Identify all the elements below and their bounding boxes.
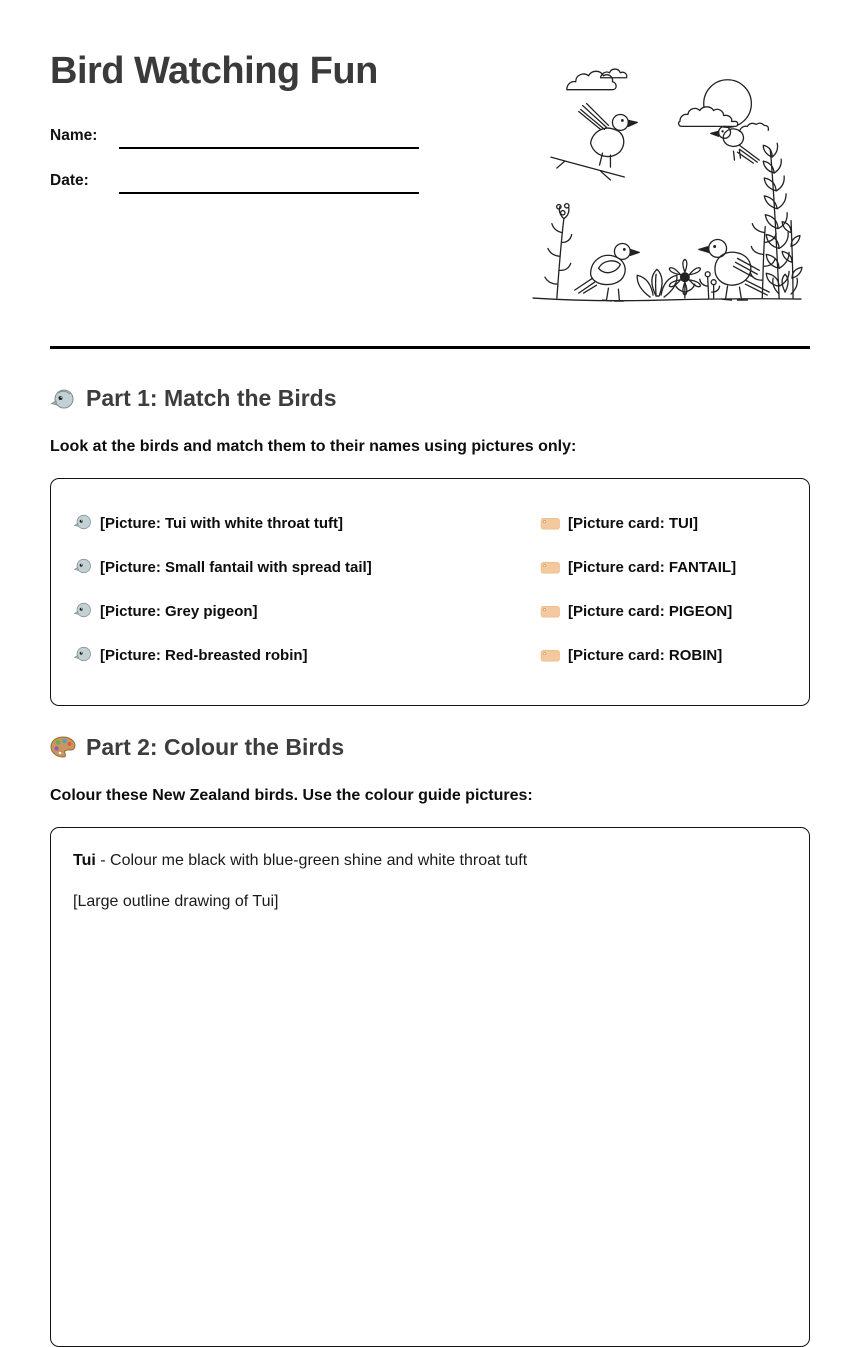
match-box	[50, 478, 810, 706]
bird-icon	[73, 601, 93, 628]
name-field-row	[50, 127, 480, 149]
page-title: Bird Watching Fun	[50, 50, 378, 92]
bird-icon	[50, 387, 76, 411]
date-line	[119, 172, 419, 194]
match-item	[73, 511, 378, 540]
card-item	[540, 599, 787, 628]
bird-icon	[73, 513, 93, 540]
card-item-label: [Picture card: PIGEON]	[568, 603, 733, 620]
bird-colour-note: - Colour me black with blue-green shine and white throat tuft	[95, 852, 528, 869]
part1-heading	[50, 385, 810, 412]
date-field-row	[50, 172, 480, 194]
drawing-placeholder: [Large outline drawing of Tui]	[73, 893, 279, 910]
tag-icon	[540, 646, 561, 672]
birds-illustration	[528, 48, 808, 306]
colour-box	[50, 827, 810, 1347]
tui-colour-line	[73, 848, 787, 874]
match-item-label: [Picture: Grey pigeon]	[100, 603, 258, 620]
part1-instruction: Look at the birds and match them to their names using pictures only:	[50, 438, 577, 455]
bird-icon	[73, 645, 93, 672]
match-item-label: [Picture: Red-breasted robin]	[100, 647, 308, 664]
match-item	[73, 555, 378, 584]
match-item	[73, 599, 378, 628]
card-item-label: [Picture card: ROBIN]	[568, 647, 723, 664]
palette-icon	[50, 736, 76, 760]
part2-instruction: Colour these New Zealand birds. Use the colour guide pictures:	[50, 787, 533, 804]
section-divider	[50, 346, 810, 349]
tag-icon	[540, 514, 561, 540]
match-column-cards	[540, 511, 787, 687]
date-label: Date:	[50, 172, 89, 189]
name-line	[119, 127, 419, 149]
bird-icon	[73, 557, 93, 584]
card-item-label: [Picture card: TUI]	[568, 515, 699, 532]
tag-icon	[540, 558, 561, 584]
card-item	[540, 555, 787, 584]
card-item	[540, 511, 787, 540]
part2-heading-label: Part 2: Colour the Birds	[86, 734, 345, 760]
card-item-label: [Picture card: FANTAIL]	[568, 559, 737, 576]
part1-heading-label: Part 1: Match the Birds	[86, 385, 337, 411]
match-column-pictures	[73, 511, 540, 687]
name-label: Name:	[50, 127, 98, 144]
card-item	[540, 643, 787, 672]
part2-heading	[50, 734, 810, 761]
tag-icon	[540, 602, 561, 628]
match-item-label: [Picture: Tui with white throat tuft]	[100, 515, 344, 532]
match-item-label: [Picture: Small fantail with spread tail]	[100, 559, 372, 576]
bird-name: Tui	[73, 852, 96, 869]
match-item	[73, 643, 378, 672]
header-section	[50, 46, 810, 306]
